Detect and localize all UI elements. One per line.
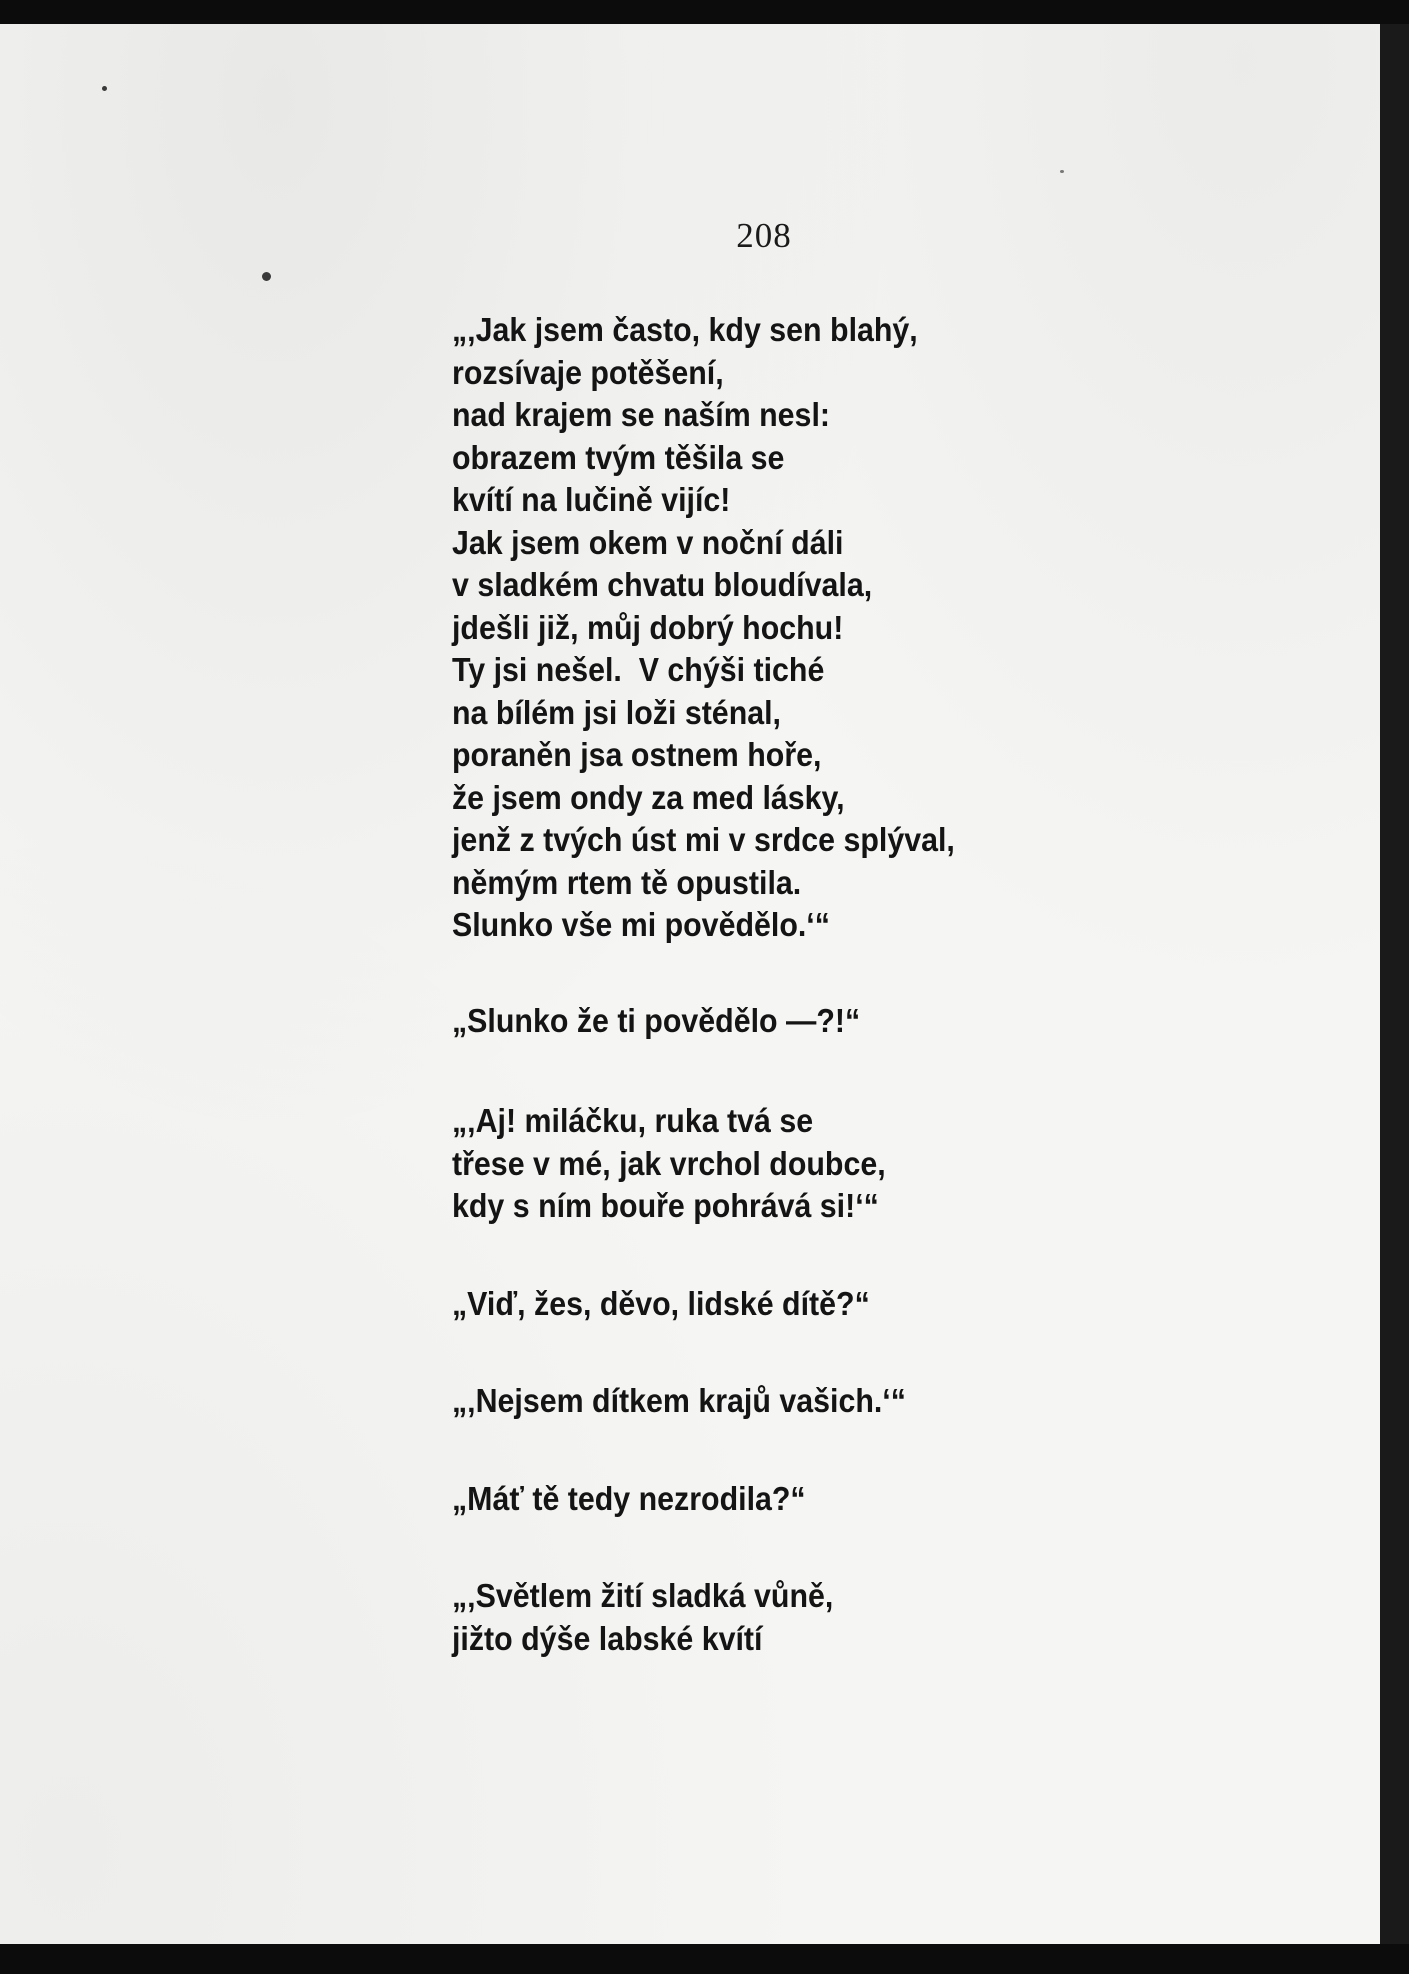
verse-line: „Slunko že ti povědělo —?!“	[452, 1001, 861, 1039]
stanza	[452, 1380, 1280, 1423]
verse-line: Ty jsi nešel. V chýši tiché	[452, 651, 825, 688]
verse-line: „‚Aj! miláčku, ruka tvá se	[452, 1102, 814, 1139]
verse-line: Slunko vše mi povědělo.‘“	[452, 906, 830, 943]
scan-border	[1380, 24, 1409, 1944]
verse-line: „‚Světlem žití sladká vůně,	[452, 1577, 834, 1614]
ink-speck	[1060, 170, 1064, 173]
verse-line: „‚Jak jsem často, kdy sen blahý,	[452, 311, 918, 348]
verse-line: poraněn jsa ostnem hoře,	[452, 736, 822, 773]
stanza	[452, 1283, 1280, 1326]
stanza	[452, 1000, 1280, 1043]
verse-line: rozsívaje potěšení,	[452, 353, 724, 391]
verse-line: jenž z tvých úst mi v srdce splýval,	[452, 821, 955, 858]
verse-line: němým rtem tě opustila.	[452, 863, 802, 901]
stanza	[452, 1100, 1280, 1228]
verse-line: kdy s ním bouře pohrává si!‘“	[452, 1187, 879, 1224]
verse-line: „‚Nejsem dítkem krajů vašich.‘“	[452, 1382, 906, 1419]
ink-speck	[102, 86, 107, 91]
book-page	[0, 24, 1380, 1944]
verse-line: Jak jsem okem v noční dáli	[452, 523, 844, 561]
verse-line: na bílém jsi loži sténal,	[452, 693, 782, 731]
stanza	[452, 1575, 1280, 1660]
verse-line: že jsem ondy za med lásky,	[452, 778, 845, 816]
verse-line: obrazem tvým těšila se	[452, 438, 785, 476]
stanza	[452, 1478, 1280, 1521]
verse-line: kvítí na lučině vijíc!	[452, 481, 731, 518]
ink-speck	[262, 272, 271, 281]
verse-line: jdešli již, můj dobrý hochu!	[452, 608, 844, 646]
verse-line: nad krajem se naším nesl:	[452, 396, 830, 433]
verse-line: třese v mé, jak vrchol doubce,	[452, 1144, 886, 1182]
verse-line: v sladkém chvatu bloudívala,	[452, 566, 873, 603]
verse-line: „Máť tě tedy nezrodila?“	[452, 1479, 806, 1517]
poem-text	[452, 309, 1280, 1660]
verse-line: jižto dýše labské kvítí	[452, 1619, 763, 1657]
page-number: 208	[736, 216, 792, 255]
stanza	[452, 309, 1280, 947]
verse-line: „Viď, žes, děvo, lidské dítě?“	[452, 1284, 870, 1322]
